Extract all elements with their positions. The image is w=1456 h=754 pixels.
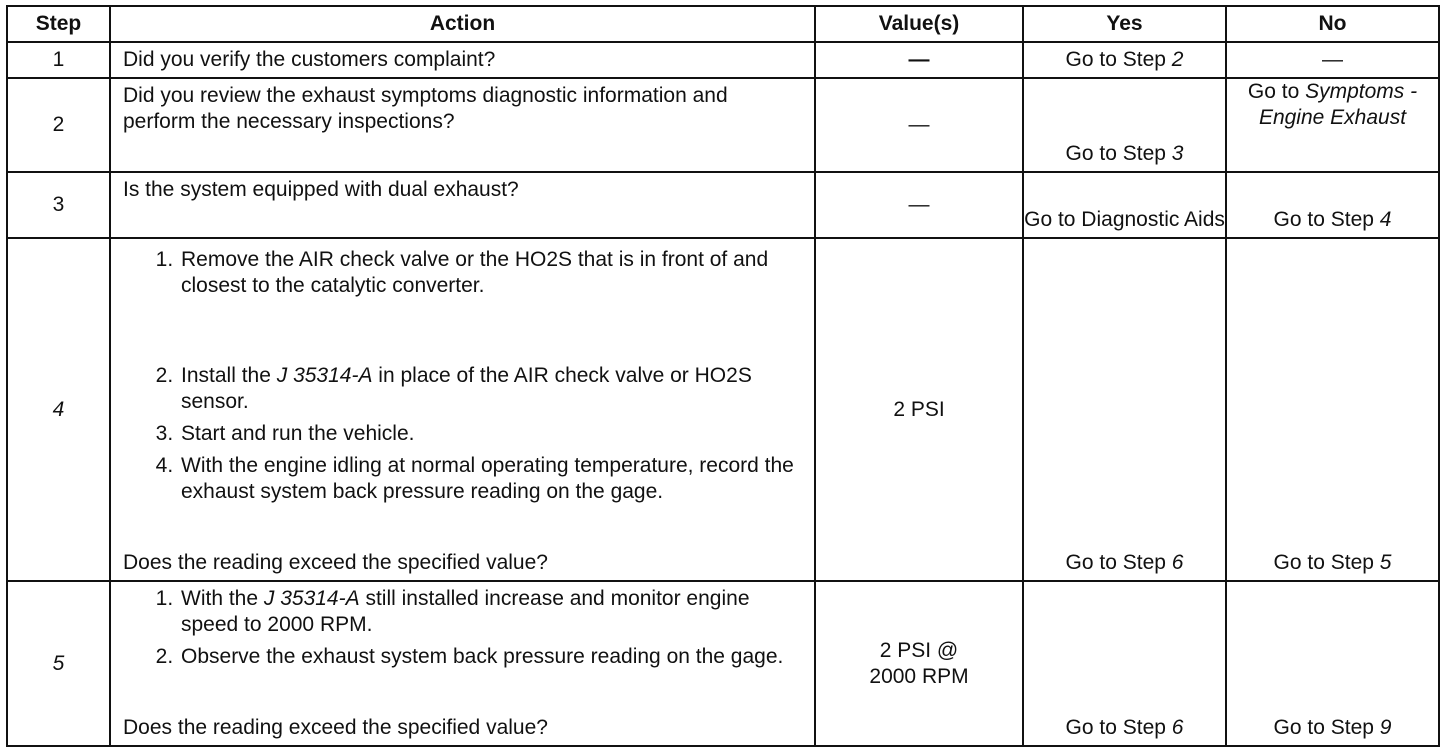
no-step-ref: 5 — [1379, 551, 1392, 574]
action-cell — [110, 581, 815, 746]
no-prefix: Go to Step — [1273, 208, 1380, 231]
no-cell — [1226, 172, 1439, 238]
action-content — [123, 586, 804, 745]
yes-step-ref: 6 — [1171, 551, 1184, 574]
yes-cell — [1023, 238, 1226, 581]
yes-cell — [1023, 581, 1226, 746]
header-step: Step — [7, 6, 110, 42]
substep: 4. With the engine idling at normal operating temperature, record the exhaust system back pressure reading on the gage. — [179, 453, 804, 505]
no-step-ref: 9 — [1379, 716, 1392, 739]
table-row — [7, 172, 1439, 238]
yes-cell — [1023, 78, 1226, 172]
table-row — [7, 78, 1439, 172]
step-number: 3 — [7, 172, 110, 238]
no-cell — [1226, 581, 1439, 746]
header-action: Action — [110, 6, 815, 42]
no-cell — [1226, 78, 1439, 172]
yes-prefix: Go to Step — [1065, 142, 1172, 165]
no-prefix: Go to Step — [1273, 551, 1380, 574]
diagnostic-table — [6, 5, 1440, 747]
yes-cell: Go to Diagnostic Aids — [1023, 172, 1226, 238]
question-text: Does the reading exceed the specified value? — [123, 551, 548, 574]
no-ref: Symptoms - Engine Exhaust — [1258, 80, 1418, 129]
substep-list — [123, 586, 804, 676]
table-row — [7, 238, 1439, 581]
yes-cell — [1023, 42, 1226, 78]
yes-prefix: Go to Step — [1065, 551, 1172, 574]
substep: 1. Remove the AIR check valve or the HO2S that is in front of and closest to the catalytic converter. — [179, 247, 804, 299]
header-yes: Yes — [1023, 6, 1226, 42]
value-cell: — — [815, 78, 1023, 172]
substep-list — [123, 247, 804, 511]
substep — [179, 363, 804, 415]
action-text: Did you review the exhaust symptoms diagnostic information and perform the necessary inspections? — [110, 78, 815, 172]
no-cell: — — [1226, 42, 1439, 78]
no-prefix: Go to — [1247, 80, 1306, 103]
header-values: Value(s) — [815, 6, 1023, 42]
header-no: No — [1226, 6, 1439, 42]
value-line: 2000 RPM — [869, 664, 969, 688]
yes-step-ref: 2 — [1171, 48, 1184, 71]
substep-text: in place of the AIR check valve or HO2S sensor. — [181, 364, 752, 413]
header-row — [7, 6, 1439, 42]
substep: 3. Start and run the vehicle. — [179, 421, 804, 447]
value-cell: — — [815, 172, 1023, 238]
no-cell — [1226, 238, 1439, 581]
action-text: Is the system equipped with dual exhaust? — [110, 172, 815, 238]
question-text: Does the reading exceed the specified value? — [123, 716, 548, 739]
step-number: 5 — [7, 581, 110, 746]
table-row — [7, 42, 1439, 78]
step-number: 4 — [7, 238, 110, 581]
tool-ref: J 35314-A — [276, 364, 373, 387]
value-line: 2 PSI @ — [879, 638, 959, 662]
value-cell: — — [815, 42, 1023, 78]
step-number: 1 — [7, 42, 110, 78]
substep-text: still installed increase and monitor engine speed to 2000 RPM. — [181, 587, 750, 636]
value-cell — [815, 581, 1023, 746]
step-number: 2 — [7, 78, 110, 172]
action-cell — [110, 238, 815, 581]
yes-prefix: Go to Step — [1065, 48, 1172, 71]
substep-text: Install the — [181, 364, 277, 387]
substep — [179, 586, 804, 638]
yes-prefix: Go to Step — [1065, 716, 1172, 739]
value-cell: 2 PSI — [815, 238, 1023, 581]
no-prefix: Go to Step — [1273, 716, 1380, 739]
no-ref: 4 — [1379, 208, 1392, 231]
yes-step-ref: 3 — [1171, 142, 1184, 165]
action-text: Did you verify the customers complaint? — [110, 42, 815, 78]
substep: 2. Observe the exhaust system back pressure reading on the gage. — [179, 644, 804, 670]
substep-text: With the — [181, 587, 264, 610]
yes-step-ref: 6 — [1171, 716, 1184, 739]
action-content — [123, 247, 804, 580]
table-row — [7, 581, 1439, 746]
tool-ref: J 35314-A — [263, 587, 360, 610]
